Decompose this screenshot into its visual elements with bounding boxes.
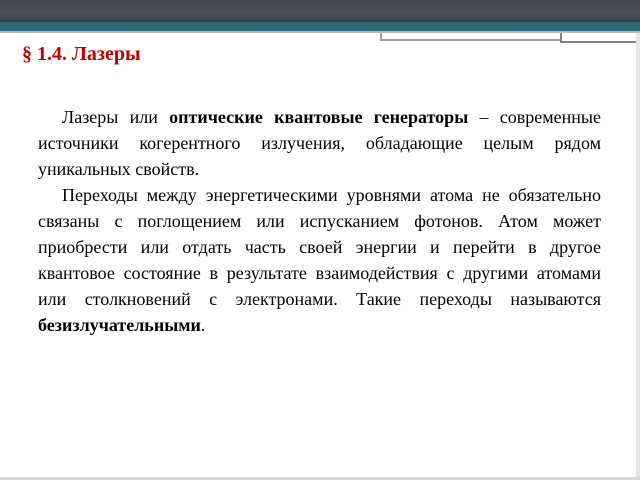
paragraph-transitions [38, 182, 601, 338]
slide-body [38, 104, 601, 338]
bold-term-optical-quantum-generators: оптические квантовые генераторы [169, 107, 469, 127]
bold-term-nonradiative: безизлучательными [38, 315, 201, 335]
transitions-text: Переходы между энергетическими уровнями атома не обязательно связаны с поглощением или испусканием фотонов. Атом может приобрести или отдать часть своей энергии и перейти в другое квантовое состояние в результате взаимодействия с другими атомами или столкновений с электронами. Такие переходы называются [38, 185, 601, 309]
sentence-end: . [200, 315, 206, 335]
header-dark-band [0, 0, 640, 22]
paragraph-lasers-definition [38, 104, 601, 182]
slide-right-edge [636, 33, 640, 480]
header-decoration-bar-right [560, 33, 640, 43]
definition-text: – современные источники когерентного излучения, обладающие целым рядом уникальных свойств. [38, 107, 601, 179]
slide-title: § 1.4. Лазеры [22, 43, 141, 65]
connector-text: или [118, 107, 170, 127]
term-lasers: Лазеры [62, 107, 119, 127]
header-teal-band [0, 22, 640, 31]
